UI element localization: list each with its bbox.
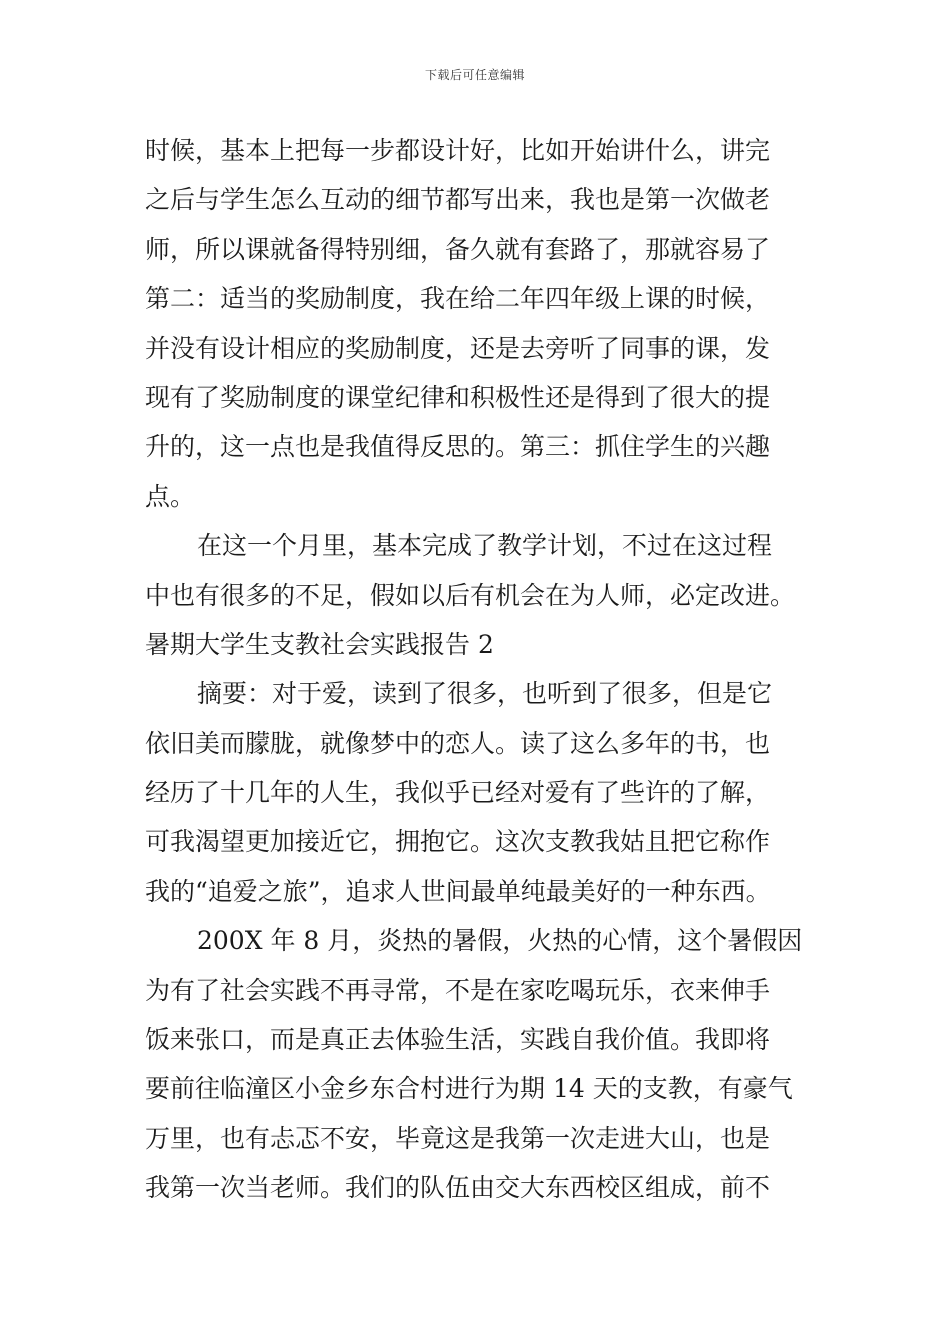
text-line: 为有了社会实践不再寻常，不是在家吃喝玩乐，衣来伸手 xyxy=(145,975,771,1005)
text-line: 我的“追爱之旅”，追求人世间最单纯最美好的一种东西。 xyxy=(145,876,771,906)
text-line: 可我渴望更加接近它，拥抱它。这次支教我姑且把它称作 xyxy=(145,827,771,857)
text-line: 依旧美而朦胧，就像梦中的恋人。读了这么多年的书，也 xyxy=(145,728,771,758)
text-line: 并没有设计相应的奖励制度，还是去旁听了同事的课，发 xyxy=(145,333,771,363)
text-line: 中也有很多的不足，假如以后有机会在为人师，必定改进。 xyxy=(145,580,796,610)
text-line: 饭来张口，而是真正去体验生活，实践自我价值。我即将 xyxy=(145,1025,771,1055)
paragraph-start-line: 在这一个月里，基本完成了教学计划，不过在这过程 xyxy=(197,531,773,561)
header-note: 下载后可任意编辑 xyxy=(424,68,525,82)
text-line: 万里，也有忐忑不安，毕竟这是我第一次走进大山，也是 xyxy=(145,1123,771,1153)
document-body xyxy=(145,126,807,1213)
text-line: 第二：适当的奖励制度，我在给二年四年级上课的时候， xyxy=(145,284,771,314)
section-title: 暑期大学生支教社会实践报告 2 xyxy=(145,629,494,659)
text-line: 升的，这一点也是我值得反思的。第三：抓住学生的兴趣 xyxy=(145,432,771,462)
text-line: 时候，基本上把每一步都设计好，比如开始讲什么，讲完 xyxy=(145,136,771,165)
text-line: 现有了奖励制度的课堂纪律和积极性还是得到了很大的提 xyxy=(145,382,771,412)
text-line: 师，所以课就备得特别细，备久就有套路了，那就容易了 xyxy=(145,234,771,264)
paragraph-start-line: 200X 年 8 月，炎热的暑假，火热的心情，这个暑假因 xyxy=(197,926,803,956)
text-line: 要前往临潼区小金乡东合村进行为期 14 天的支教，有豪气 xyxy=(145,1074,793,1104)
paragraph-start-line: 摘要：对于爱，读到了很多，也听到了很多，但是它 xyxy=(197,679,773,709)
text-line: 之后与学生怎么互动的细节都写出来，我也是第一次做老 xyxy=(145,185,771,215)
text-line: 经历了十几年的人生，我似乎已经对爱有了些许的了解， xyxy=(145,778,771,808)
text-line: 我第一次当老师。我们的队伍由交大东西校区组成，前不 xyxy=(145,1173,771,1203)
text-line: 点。 xyxy=(145,481,196,511)
